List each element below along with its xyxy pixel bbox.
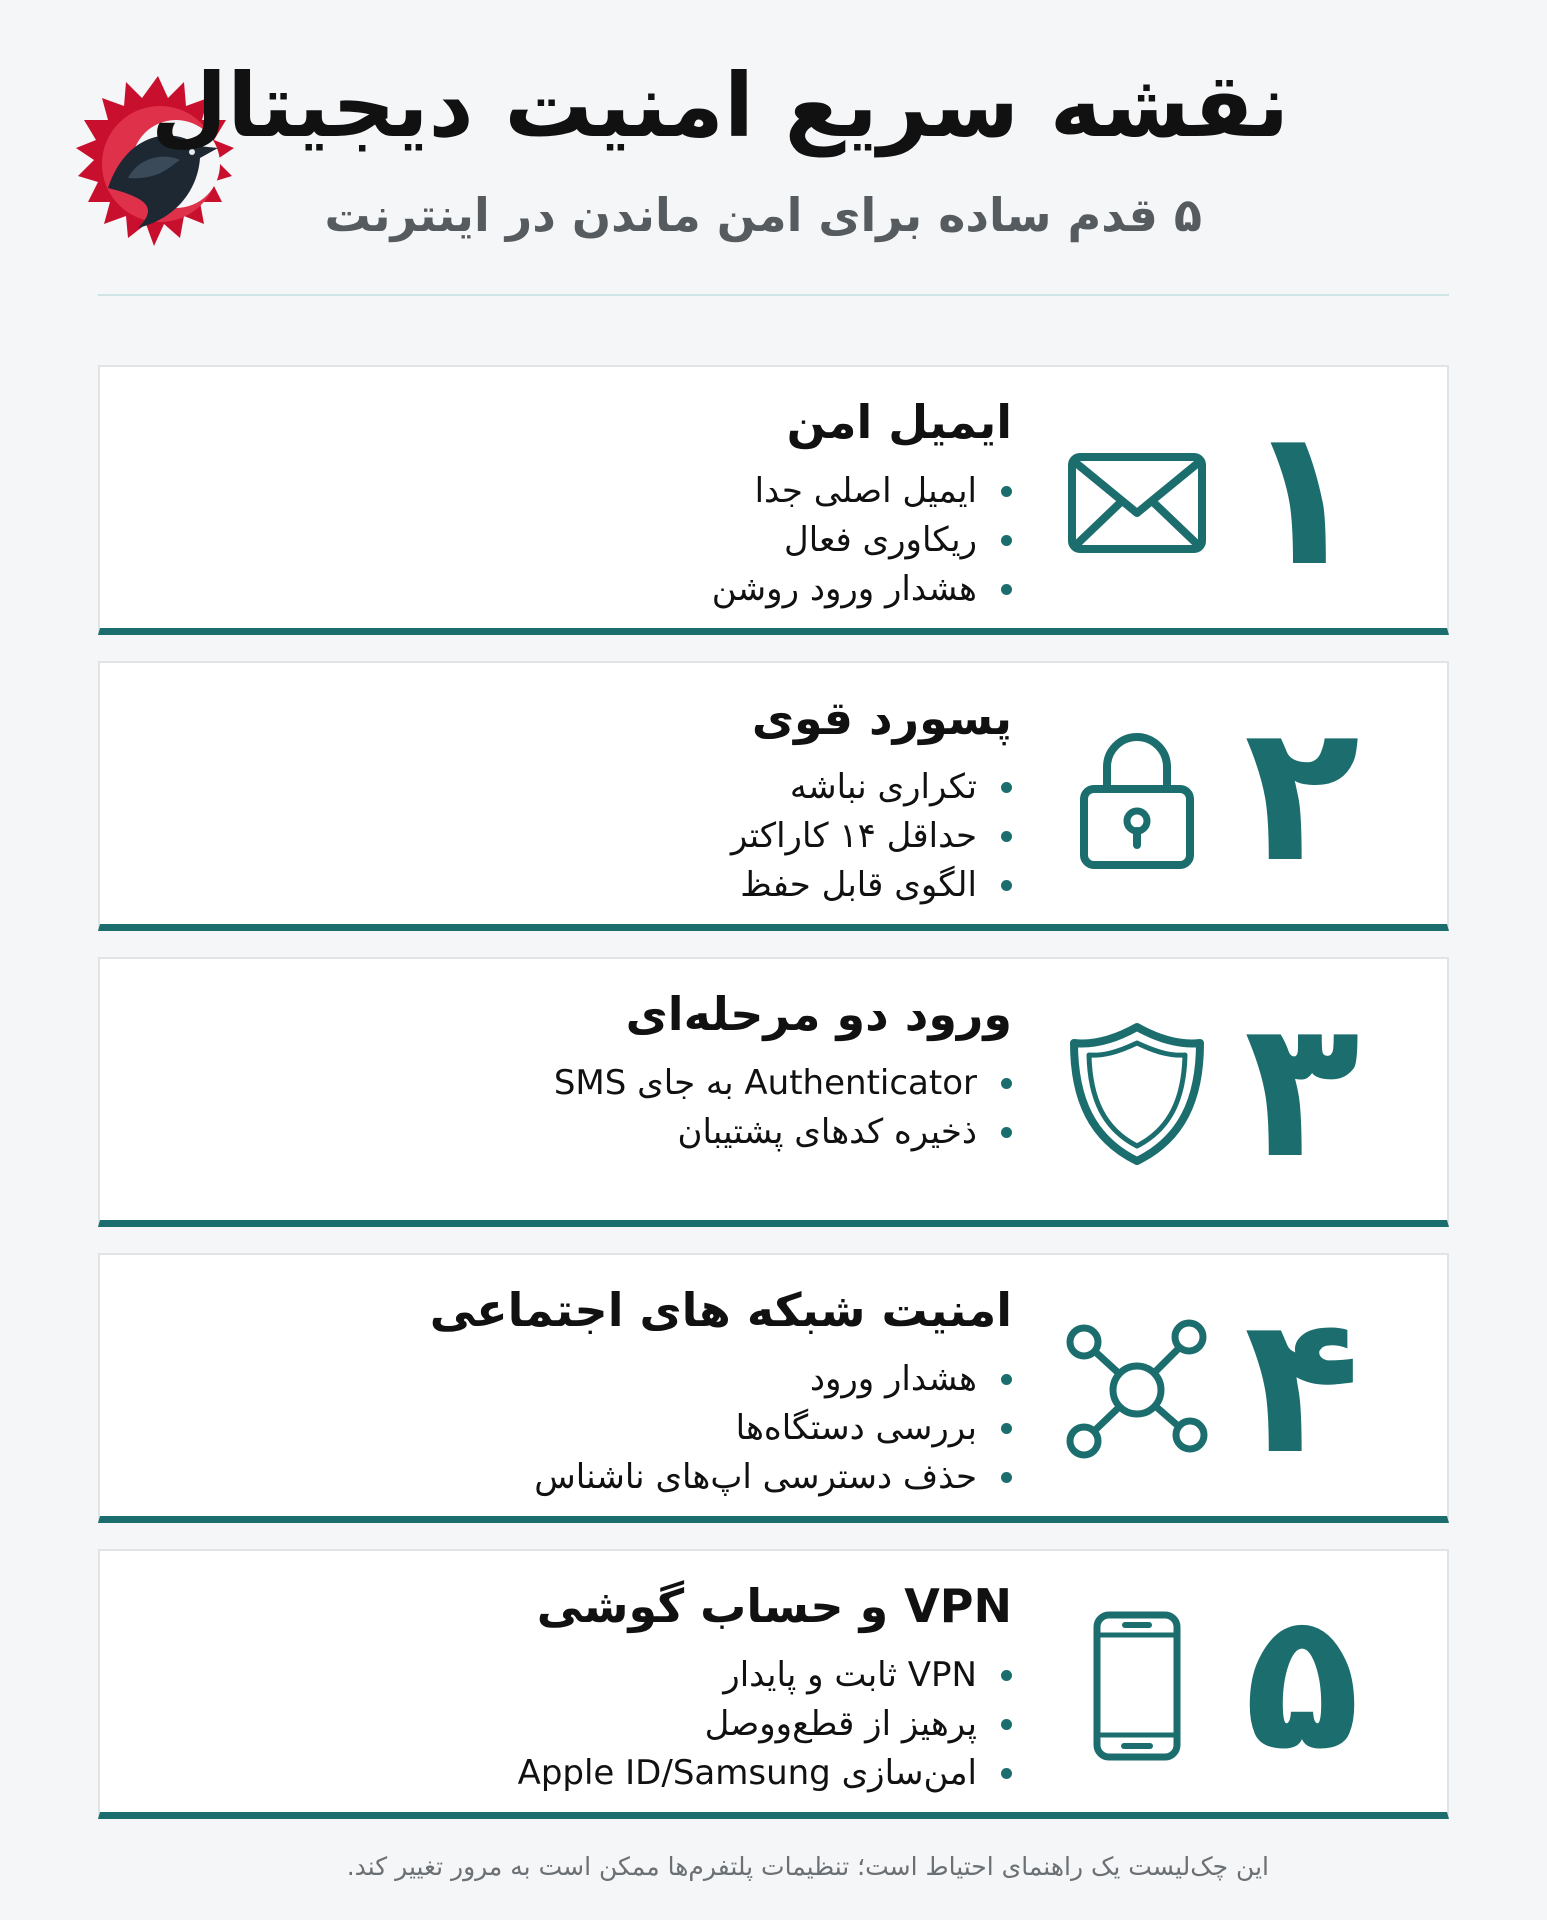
step-card-email bbox=[98, 365, 1449, 635]
step-title: ایمیل امن bbox=[786, 395, 1012, 449]
bullet-text: امن‌سازی Apple ID/Samsung bbox=[517, 1753, 977, 1793]
step-title: ورود دو مرحله‌ای bbox=[625, 987, 1012, 1041]
bullet-text: الگوی قابل حفظ bbox=[740, 865, 977, 905]
step-title: امنیت شبکه های اجتماعی bbox=[429, 1283, 1012, 1337]
bullet-item bbox=[554, 1108, 1012, 1157]
bullet-dot bbox=[1001, 1078, 1012, 1089]
bullet-text: پرهیز از قطع‌ووصل bbox=[704, 1704, 977, 1744]
bullet-dot bbox=[1001, 1768, 1012, 1779]
step-card-password bbox=[98, 661, 1449, 931]
bullet-text: بررسی دستگاه‌ها bbox=[735, 1408, 977, 1448]
envelope-icon bbox=[1062, 427, 1212, 577]
bullet-text: VPN ثابت و پایدار bbox=[723, 1655, 977, 1695]
page-title: نقشه سریع امنیت دیجیتال bbox=[150, 54, 1289, 157]
step-number: ۵ bbox=[1244, 1570, 1360, 1792]
bullet-text: ایمیل اصلی جدا bbox=[754, 471, 977, 511]
bullet-text: هشدار ورود روشن bbox=[711, 569, 977, 609]
network-nodes-icon bbox=[1062, 1315, 1212, 1465]
step-number: ۲ bbox=[1244, 682, 1360, 904]
bullet-item bbox=[534, 1404, 1012, 1453]
bullet-item bbox=[518, 1651, 1012, 1700]
bullet-item bbox=[554, 1059, 1012, 1108]
bullet-dot bbox=[1001, 584, 1012, 595]
bullet-item bbox=[712, 467, 1012, 516]
step-number: ۱ bbox=[1244, 386, 1360, 608]
footer-note: این چک‌لیست یک راهنمای احتیاط است؛ تنظیمات پلتفرم‌ها ممکن است به مرور تغییر کند. bbox=[346, 1852, 1269, 1881]
header bbox=[0, 0, 1547, 300]
bullet-item bbox=[712, 516, 1012, 565]
bullet-text: ریکاوری فعال bbox=[784, 520, 977, 560]
shield-icon bbox=[1062, 1019, 1212, 1169]
bullet-item bbox=[731, 763, 1012, 812]
bullet-text: تکراری نباشه bbox=[789, 767, 977, 807]
bullet-dot bbox=[1001, 1423, 1012, 1434]
bullet-text: هشدار ورود bbox=[809, 1359, 977, 1399]
step-bullets bbox=[731, 763, 1012, 910]
bullet-dot bbox=[1001, 1127, 1012, 1138]
bullet-dot bbox=[1001, 1719, 1012, 1730]
bullet-dot bbox=[1001, 1472, 1012, 1483]
step-card-social-media bbox=[98, 1253, 1449, 1523]
step-number: ۳ bbox=[1244, 978, 1360, 1200]
bullet-dot bbox=[1001, 1374, 1012, 1385]
bullet-dot bbox=[1001, 782, 1012, 793]
step-number: ۴ bbox=[1244, 1274, 1360, 1496]
bullet-text: حداقل ۱۴ کاراکتر bbox=[730, 816, 977, 856]
bullet-item bbox=[712, 565, 1012, 614]
smartphone-icon bbox=[1062, 1611, 1212, 1761]
page-subtitle: ۵ قدم ساده برای امن ماندن در اینترنت bbox=[324, 188, 1202, 242]
bullet-dot bbox=[1001, 1670, 1012, 1681]
step-bullets bbox=[712, 467, 1012, 614]
step-bullets bbox=[554, 1059, 1012, 1157]
bullet-item bbox=[731, 812, 1012, 861]
padlock-icon bbox=[1062, 723, 1212, 873]
bullet-text: ذخیره کدهای پشتیبان bbox=[677, 1112, 977, 1152]
step-card-two-factor bbox=[98, 957, 1449, 1227]
step-card-vpn-phone bbox=[98, 1549, 1449, 1819]
bullet-item bbox=[518, 1749, 1012, 1798]
bullet-dot bbox=[1001, 831, 1012, 842]
bullet-text: Authenticator به جای SMS bbox=[553, 1063, 977, 1103]
step-bullets bbox=[518, 1651, 1012, 1798]
bullet-dot bbox=[1001, 880, 1012, 891]
bullet-dot bbox=[1001, 486, 1012, 497]
step-bullets bbox=[534, 1355, 1012, 1502]
bullet-dot bbox=[1001, 535, 1012, 546]
step-title: VPN و حساب گوشی bbox=[536, 1579, 1012, 1633]
bullet-item bbox=[534, 1453, 1012, 1502]
bullet-item bbox=[534, 1355, 1012, 1404]
step-title: پسورد قوی bbox=[751, 691, 1012, 745]
bullet-item bbox=[731, 861, 1012, 910]
bullet-text: حذف دسترسی اپ‌های ناشناس bbox=[534, 1457, 977, 1497]
bullet-item bbox=[518, 1700, 1012, 1749]
header-divider bbox=[98, 294, 1449, 296]
